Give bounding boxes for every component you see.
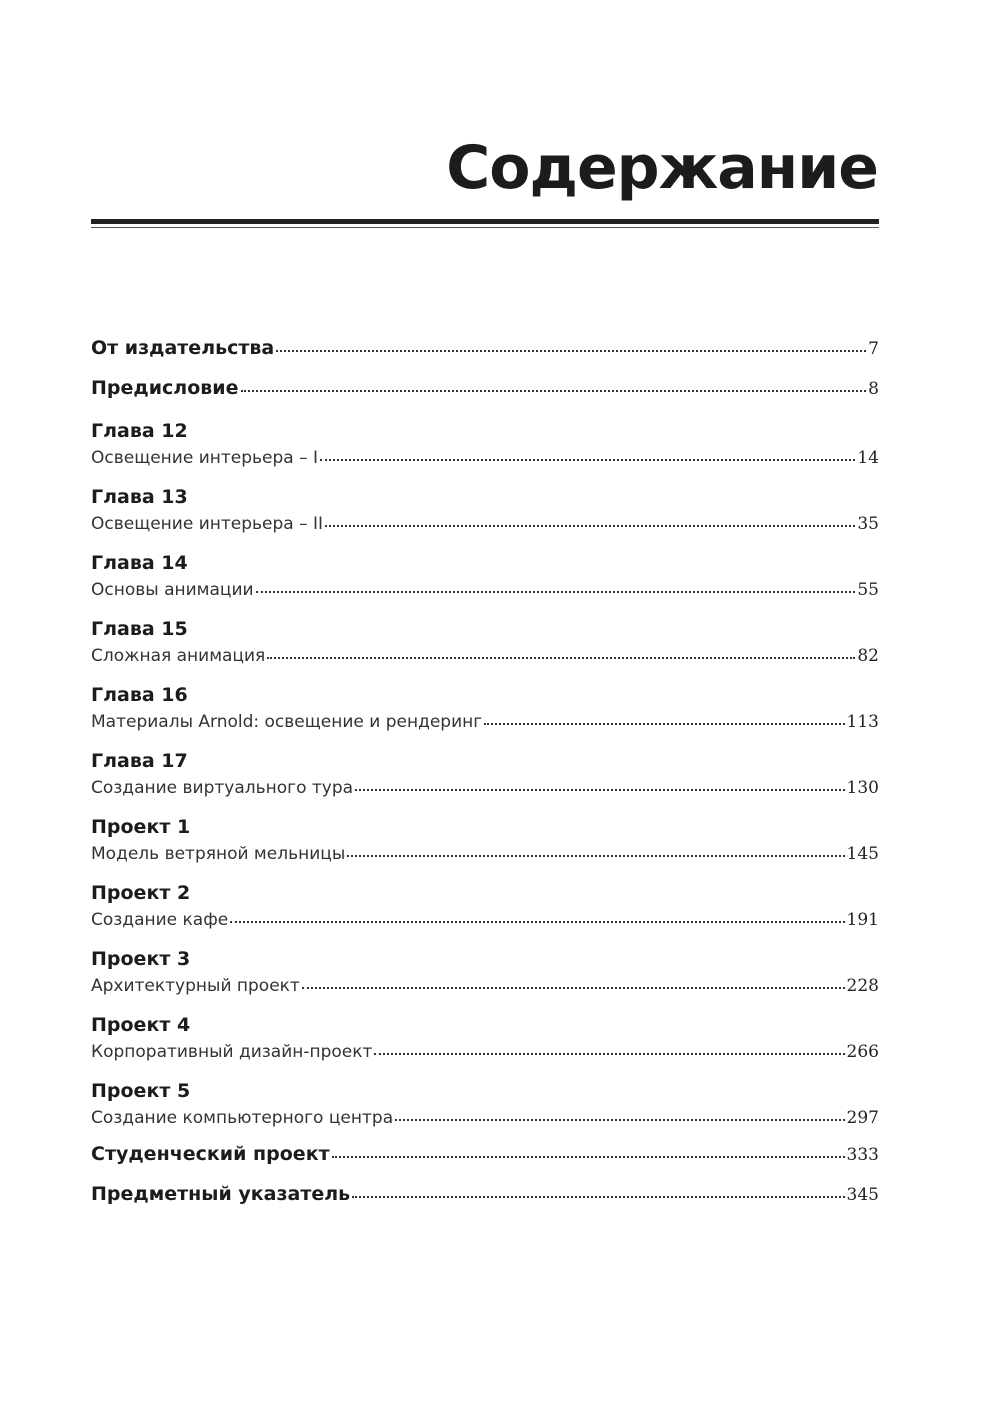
dot-leader xyxy=(484,723,844,725)
dot-leader xyxy=(352,1196,844,1198)
toc-entry-page: 333 xyxy=(846,1145,879,1165)
toc-entry-heading: Проект 5 xyxy=(91,1080,191,1102)
toc-entry[interactable] xyxy=(91,813,879,879)
toc-entry-heading: Предисловие xyxy=(91,377,239,399)
toc-entry[interactable] xyxy=(91,1077,879,1143)
toc-entry-line xyxy=(91,775,879,801)
toc-entry-page: 345 xyxy=(846,1185,879,1205)
dot-leader xyxy=(276,350,866,352)
toc-entry[interactable] xyxy=(91,549,879,615)
toc-entry[interactable] xyxy=(91,377,879,417)
toc-entry-line xyxy=(91,1183,879,1209)
toc-entry-subtitle: Материалы Arnold: освещение и рендеринг xyxy=(91,712,483,732)
toc-entry-heading: Глава 14 xyxy=(91,552,188,574)
toc-entry[interactable] xyxy=(91,1183,879,1223)
toc-entry[interactable] xyxy=(91,483,879,549)
toc-entry[interactable] xyxy=(91,1143,879,1183)
dot-leader xyxy=(241,390,867,392)
toc-entry-subtitle: Создание виртуального тура xyxy=(91,778,354,798)
toc-entry-page: 35 xyxy=(857,514,879,534)
title-rule-thin xyxy=(91,227,879,228)
toc-entry-page: 191 xyxy=(846,910,879,930)
toc-entry-line xyxy=(91,337,879,363)
table-of-contents xyxy=(91,337,879,1223)
dot-leader xyxy=(347,855,844,857)
dot-leader xyxy=(332,1156,845,1158)
toc-entry-subtitle: Модель ветряной мельницы xyxy=(91,844,346,864)
toc-entry-heading: Глава 13 xyxy=(91,486,188,508)
toc-entry-line xyxy=(91,1143,879,1169)
toc-entry-page: 14 xyxy=(857,448,879,468)
toc-entry-line xyxy=(91,1105,879,1131)
toc-entry-line xyxy=(91,577,879,603)
toc-entry-subtitle: Архитектурный проект xyxy=(91,976,300,996)
toc-entry-heading: Студенческий проект xyxy=(91,1143,330,1165)
toc-entry[interactable] xyxy=(91,615,879,681)
toc-entry-line xyxy=(91,511,879,537)
toc-entry-page: 266 xyxy=(846,1042,879,1062)
toc-entry-page: 7 xyxy=(868,339,879,359)
dot-leader xyxy=(256,591,856,593)
toc-entry-page: 145 xyxy=(846,844,879,864)
toc-entry-heading: Глава 15 xyxy=(91,618,188,640)
toc-entry-page: 130 xyxy=(846,778,879,798)
toc-entry[interactable] xyxy=(91,945,879,1011)
toc-entry-heading: Глава 12 xyxy=(91,420,188,442)
title-rule-thick xyxy=(91,219,879,224)
toc-entry[interactable] xyxy=(91,747,879,813)
toc-entry[interactable] xyxy=(91,337,879,377)
toc-entry-line xyxy=(91,643,879,669)
toc-entry-heading: Глава 17 xyxy=(91,750,188,772)
toc-entry-line xyxy=(91,841,879,867)
toc-entry-heading: Предметный указатель xyxy=(91,1183,351,1205)
toc-entry-heading: Глава 16 xyxy=(91,684,188,706)
toc-entry-subtitle: Создание компьютерного центра xyxy=(91,1108,394,1128)
dot-leader xyxy=(302,987,845,989)
toc-entry-subtitle: Основы анимации xyxy=(91,580,254,600)
toc-entry-subtitle: Освещение интерьера – I xyxy=(91,448,319,468)
toc-entry-page: 82 xyxy=(857,646,879,666)
toc-entry[interactable] xyxy=(91,879,879,945)
toc-entry-line xyxy=(91,445,879,471)
dot-leader xyxy=(230,921,844,923)
dot-leader xyxy=(320,459,855,461)
toc-entry-line xyxy=(91,973,879,999)
toc-entry-subtitle: Освещение интерьера – II xyxy=(91,514,324,534)
toc-entry-subtitle: Корпоративный дизайн-проект xyxy=(91,1042,373,1062)
toc-entry-heading: От издательства xyxy=(91,337,275,359)
dot-leader xyxy=(374,1053,844,1055)
toc-entry-line xyxy=(91,1039,879,1065)
toc-entry-line xyxy=(91,907,879,933)
toc-entry-subtitle: Создание кафе xyxy=(91,910,229,930)
toc-entry-page: 297 xyxy=(846,1108,879,1128)
toc-entry-line xyxy=(91,377,879,403)
toc-entry[interactable] xyxy=(91,1011,879,1077)
toc-entry-subtitle: Сложная анимация xyxy=(91,646,266,666)
toc-entry-page: 55 xyxy=(857,580,879,600)
toc-entry-page: 228 xyxy=(846,976,879,996)
toc-entry-page: 113 xyxy=(846,712,879,732)
dot-leader xyxy=(355,789,844,791)
dot-leader xyxy=(395,1119,844,1121)
dot-leader xyxy=(325,525,855,527)
toc-entry-page: 8 xyxy=(868,379,879,399)
dot-leader xyxy=(267,657,855,659)
toc-entry-heading: Проект 4 xyxy=(91,1014,191,1036)
page-title: Содержание xyxy=(446,133,878,203)
toc-entry[interactable] xyxy=(91,417,879,483)
toc-entry[interactable] xyxy=(91,681,879,747)
toc-entry-heading: Проект 1 xyxy=(91,816,191,838)
toc-entry-heading: Проект 2 xyxy=(91,882,191,904)
toc-entry-heading: Проект 3 xyxy=(91,948,191,970)
toc-entry-line xyxy=(91,709,879,735)
